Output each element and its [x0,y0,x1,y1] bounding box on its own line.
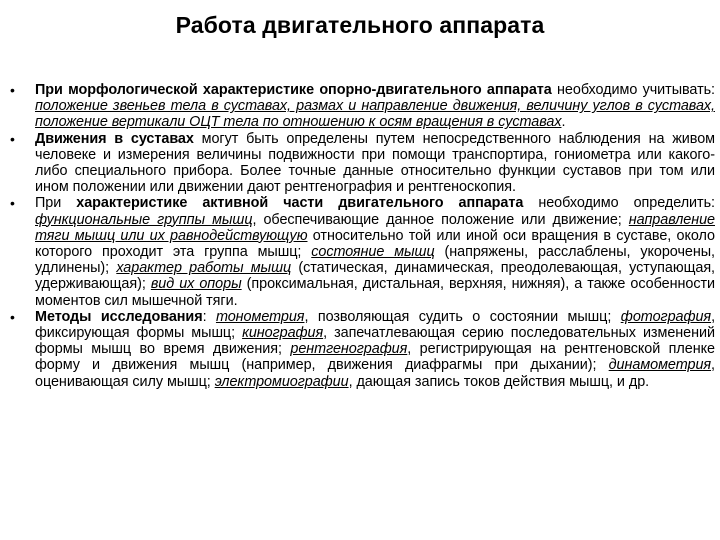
bullet-text-segment: , дающая запись токов действия мышц, и др. [348,373,650,390]
bullet-text-segment: Движения в суставах [35,130,194,147]
bullet-text-segment: функциональные группы мышц [35,211,253,228]
bullet-text-segment: (напряжены, расслаблены, укорочены, удлинены); [35,244,715,277]
bullet-text-segment: необходимо определить: [523,195,715,212]
bullet-text-segment: положение звеньев тела в суставах, размах и направление движения, величину углов в суставах, положение вертикали ОЦТ тела по отношению к осям вращения в суставах [35,98,715,131]
bullet-text-segment: При морфологической характеристике опорно-двигательного аппарата [35,82,552,98]
bullet-text-segment: , позволяющая судить о состоянии мышц; [304,308,621,325]
bullet-text-segment: . [561,114,566,131]
bullet-text-segment: состояние мышц [311,244,435,261]
bullet-morphology [10,82,715,131]
bullet-text-segment: рентгенография [290,341,408,358]
bullet-list [10,82,715,390]
bullet-text-segment: : [202,308,216,325]
bullet-joint-movements [10,131,715,196]
bullet-text-segment: необходимо учитывать: [551,82,716,98]
bullet-text-segment: , оценивающая силу мышц; [35,357,715,390]
bullet-active-part [10,195,715,308]
bullet-text-segment: Методы исследования [35,308,203,325]
bullet-text-segment: характер работы мышц [116,260,292,277]
bullet-text-segment: , фиксирующая формы мышц; [35,308,716,342]
bullet-text-segment: фотография [620,308,712,325]
bullet-text-segment: , запечатлевающая серию последовательных изменений формы мышц во время движения; [35,325,716,358]
bullet-text-segment: тонометрия [215,308,305,325]
bullet-text-segment: кинография [242,325,324,342]
bullet-text-segment: направление тяги мышц или их равнодействующую [35,211,715,244]
bullet-text-segment: (статическая, динамическая, преодолевающая, уступающая, удерживающая); [35,260,716,293]
bullet-text-segment: электромиографии [214,373,349,390]
bullet-text-segment: , обеспечивающие данное положение или движение; [252,211,629,228]
bullet-text-segment: динамометрия [608,357,712,374]
bullet-text-segment: вид их опоры [150,276,242,293]
bullet-text-segment: относительно той или иной оси вращения в суставе, около которого проходит эта группа мышц; [35,227,715,261]
slide-title: Работа двигательного аппарата [175,12,545,38]
bullet-text-segment: характеристике активной части двигательного аппарата [76,195,524,212]
bullet-research-methods [10,309,715,390]
bullet-text-segment: могут быть определены путем непосредственного наблюдения на живом человеке и измерения величины подвижности при помощи транспортира, гониометра или какого-либо специального прибора. Более точные данные относительно функции суставов при том или ином положении или движении дают рентгенография и рентгеноскопия. [35,130,716,196]
bullet-text-segment: , регистрирующая на рентгеновской пленке форму и движения мышц (например, движения диафрагмы при дыхании); [35,341,715,374]
bullet-text-segment: При [35,195,77,212]
bullet-text-segment: (проксимальная, дистальная, верхняя, нижняя), а также особенности моментов сил мышечной тяги. [35,276,715,309]
